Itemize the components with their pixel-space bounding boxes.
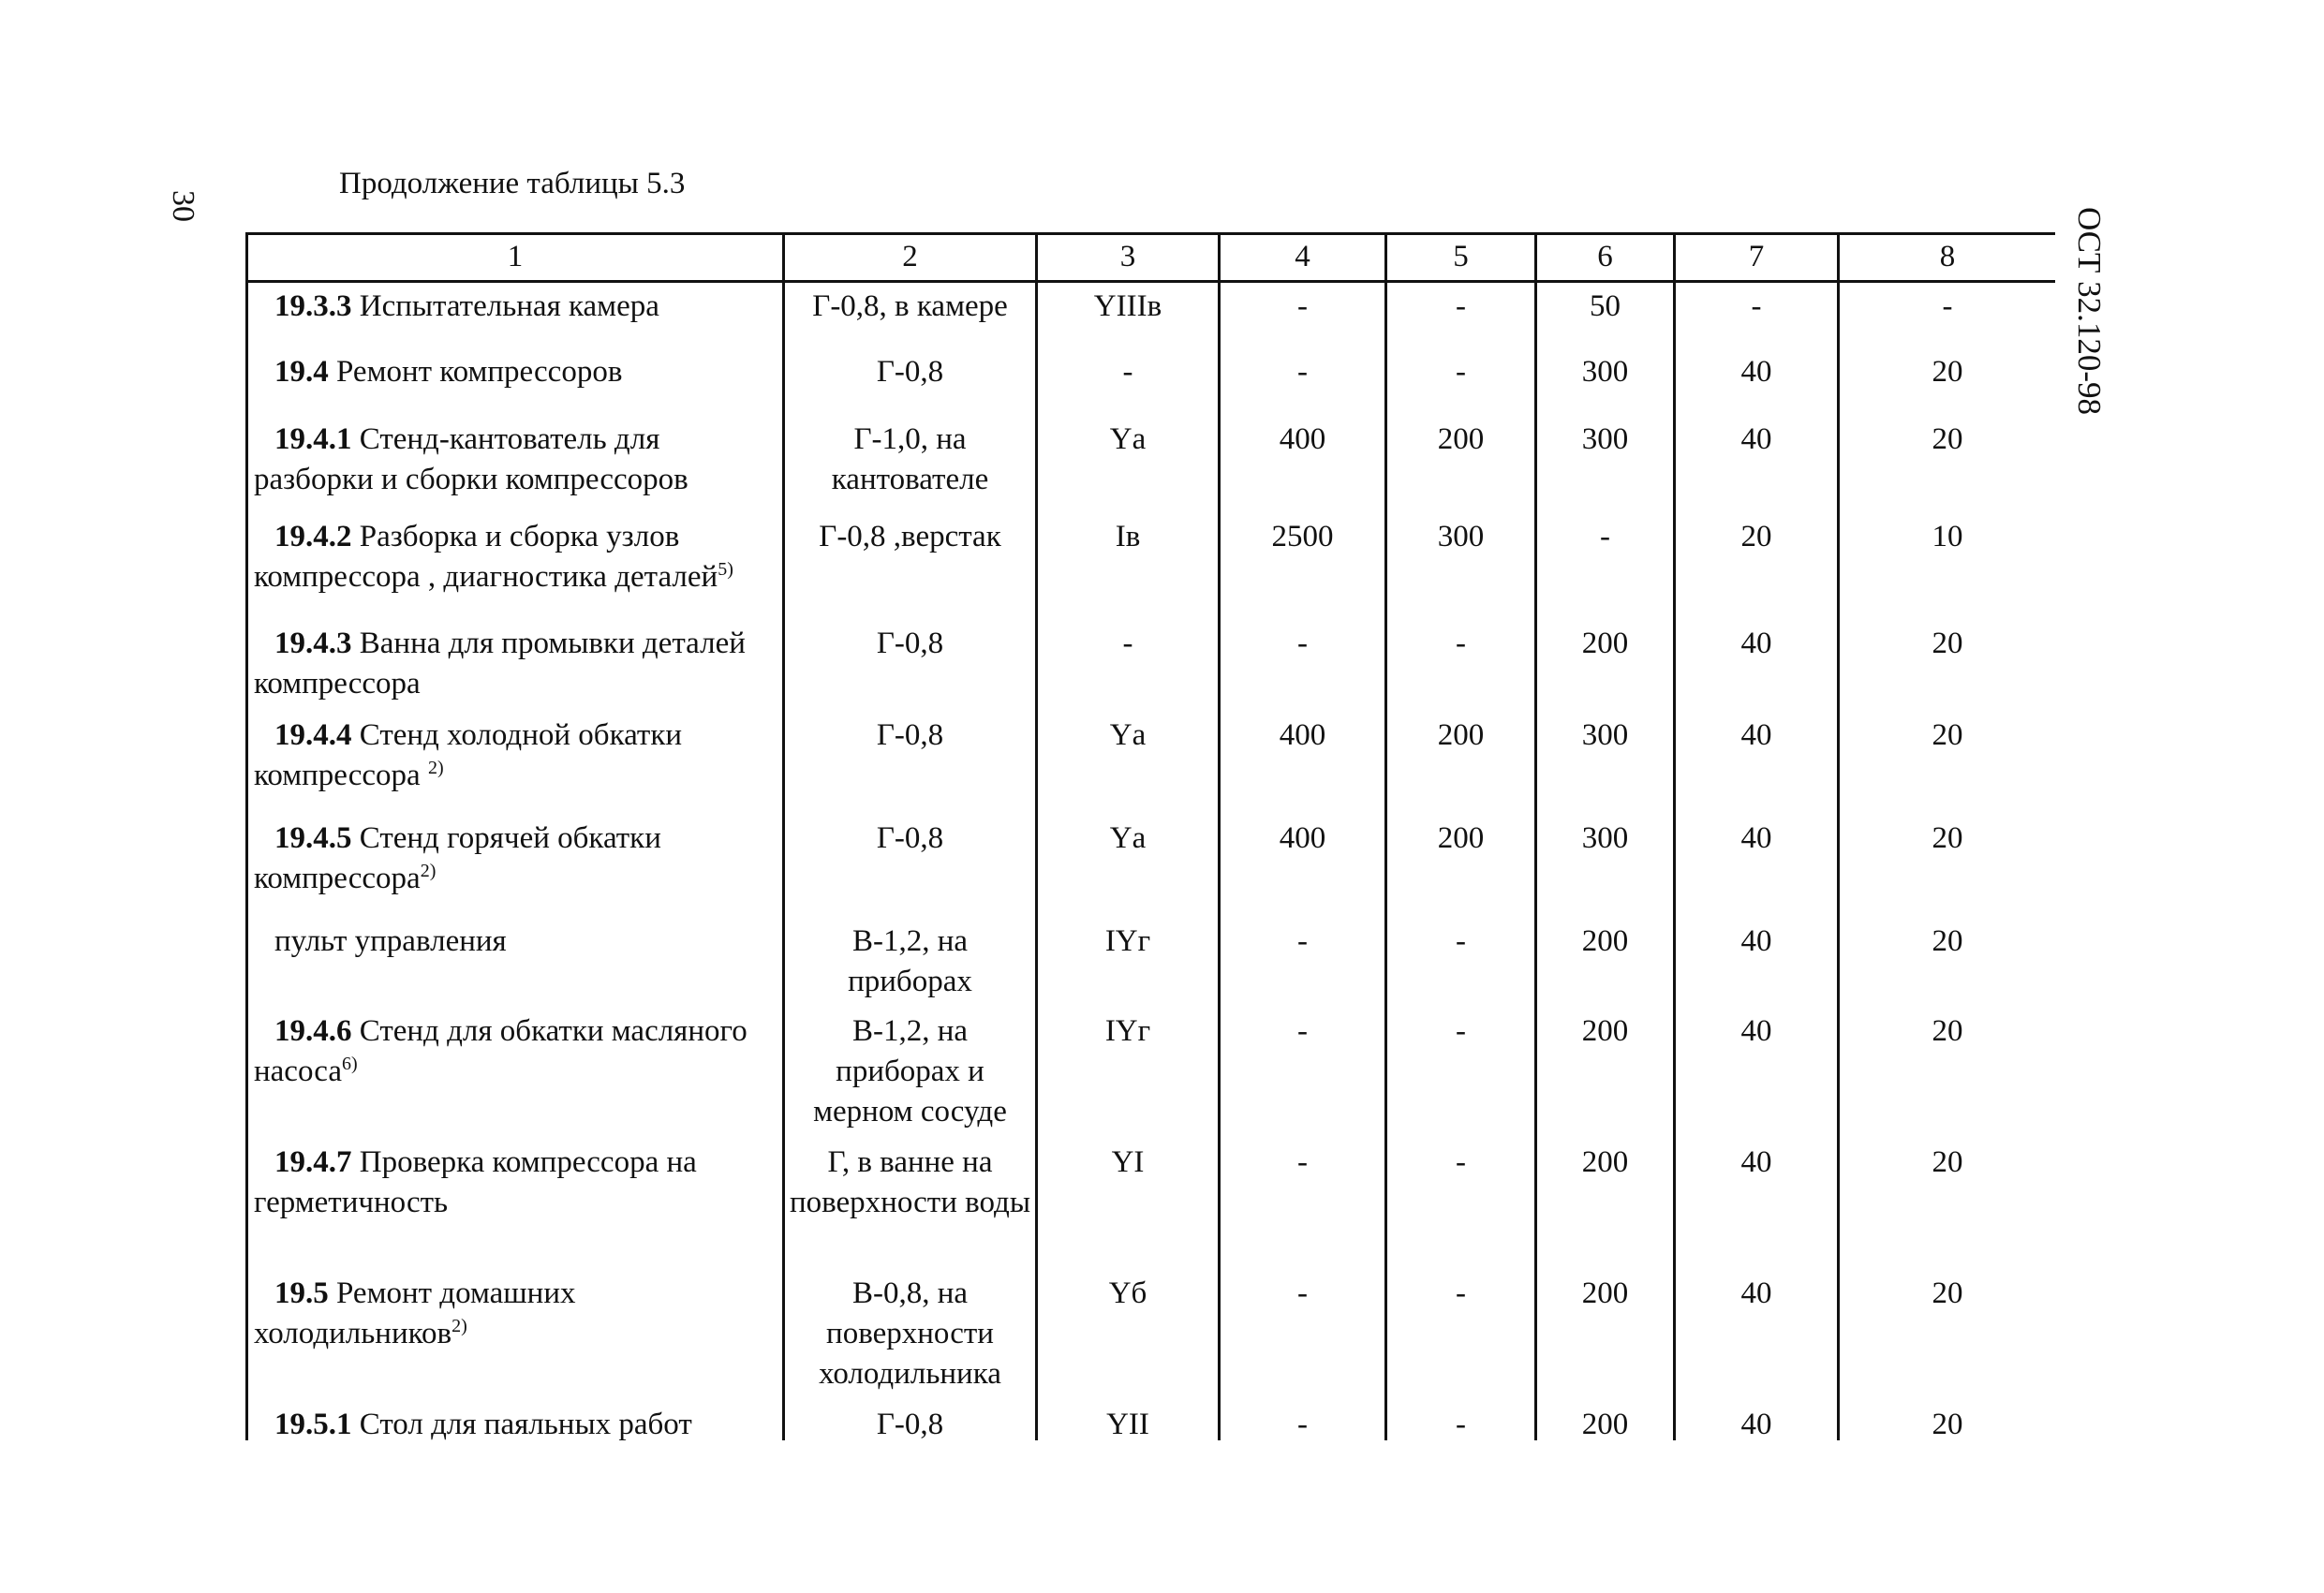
table-body (247, 282, 2056, 1441)
table-row (247, 1139, 2056, 1270)
column-header: 5 (1386, 234, 1536, 282)
cell-c3: Yа (1037, 416, 1220, 513)
cell-c8: 20 (1839, 1401, 2056, 1440)
cell-c6: 300 (1536, 815, 1675, 918)
cell-c3: Yб (1037, 1270, 1220, 1401)
cell-c7: - (1675, 282, 1839, 349)
row-number: 19.5 (274, 1276, 329, 1310)
row-number: 19.4.3 (274, 627, 352, 660)
row-number: 19.4.2 (274, 520, 352, 553)
cell-c5: - (1386, 1401, 1536, 1440)
cell-c6: 300 (1536, 348, 1675, 416)
table-caption: Продолжение таблицы 5.3 (339, 167, 686, 200)
footnote-ref: 2) (420, 861, 437, 881)
row-name: пульт управления (274, 924, 507, 958)
table-row (247, 1270, 2056, 1401)
column-header: 7 (1675, 234, 1839, 282)
column-header: 1 (247, 234, 784, 282)
row-number: 19.4.6 (274, 1014, 352, 1048)
table-row (247, 1008, 2056, 1139)
cell-c6: 50 (1536, 282, 1675, 349)
cell-c7: 40 (1675, 348, 1839, 416)
row-name: Ремонт домашних холодильников (254, 1276, 576, 1350)
row-number: 19.4.4 (274, 718, 352, 752)
row-number: 19.4.5 (274, 821, 352, 855)
cell-c7: 40 (1675, 712, 1839, 815)
row-name-cell (247, 513, 784, 620)
cell-c7: 40 (1675, 1139, 1839, 1270)
cell-c7: 40 (1675, 1270, 1839, 1401)
cell-c3: IYг (1037, 918, 1220, 1008)
row-name: Ванна для промывки деталей компрессора (254, 627, 746, 701)
row-name-cell (247, 282, 784, 349)
cell-c3: YIIIв (1037, 282, 1220, 349)
cell-c2: Г-0,8, в камере (784, 282, 1037, 349)
cell-c3: Iв (1037, 513, 1220, 620)
cell-c6: 300 (1536, 416, 1675, 513)
cell-c2: Г-0,8 (784, 815, 1037, 918)
cell-c7: 20 (1675, 513, 1839, 620)
column-header: 6 (1536, 234, 1675, 282)
cell-c8: 20 (1839, 712, 2056, 815)
cell-c4: - (1220, 1270, 1386, 1401)
cell-c2: Г-0,8 (784, 348, 1037, 416)
cell-c2: В-0,8, на поверхности холодильника (784, 1270, 1037, 1401)
cell-c6: 300 (1536, 712, 1675, 815)
cell-c8: 20 (1839, 620, 2056, 712)
cell-c3: YII (1037, 1401, 1220, 1440)
cell-c2: В-1,2, на приборах (784, 918, 1037, 1008)
page-number: 30 (166, 190, 200, 222)
table-row (247, 620, 2056, 712)
cell-c5: - (1386, 348, 1536, 416)
cell-c5: - (1386, 620, 1536, 712)
cell-c2: Г-0,8 ,верстак (784, 513, 1037, 620)
cell-c8: 20 (1839, 815, 2056, 918)
footnote-ref: 2) (451, 1316, 467, 1336)
table-row (247, 712, 2056, 815)
row-name-cell (247, 1139, 784, 1270)
cell-c2: Г-1,0, на кантователе (784, 416, 1037, 513)
row-name: Стенд для обкатки масляного насоса (254, 1014, 748, 1088)
row-name: Стенд холодной обкатки компрессора (254, 718, 683, 792)
row-name-cell (247, 712, 784, 815)
cell-c4: - (1220, 1008, 1386, 1139)
row-name-cell (247, 348, 784, 416)
cell-c8: 20 (1839, 1008, 2056, 1139)
row-name-cell (247, 815, 784, 918)
footnote-ref: 5) (718, 559, 733, 580)
row-name: Ремонт компрессоров (336, 355, 623, 389)
cell-c4: - (1220, 1401, 1386, 1440)
header-row (247, 234, 2056, 282)
row-number: 19.4 (274, 355, 329, 389)
cell-c3: YI (1037, 1139, 1220, 1270)
row-name-cell (247, 620, 784, 712)
row-number: 19.3.3 (274, 289, 352, 323)
cell-c2: Г-0,8 (784, 620, 1037, 712)
cell-c7: 40 (1675, 815, 1839, 918)
row-number: 19.4.1 (274, 422, 352, 456)
cell-c6: 200 (1536, 1008, 1675, 1139)
cell-c7: 40 (1675, 416, 1839, 513)
row-number: 19.4.7 (274, 1145, 352, 1179)
row-name: Стенд горячей обкатки компрессора (254, 821, 661, 895)
row-name: Стол для паяльных работ (359, 1408, 692, 1440)
cell-c7: 40 (1675, 1401, 1839, 1440)
cell-c8: 20 (1839, 348, 2056, 416)
cell-c5: - (1386, 282, 1536, 349)
footnote-ref: 6) (341, 1054, 358, 1074)
cell-c5: - (1386, 918, 1536, 1008)
row-name: Проверка компрессора на герметичность (254, 1145, 697, 1219)
cell-c2: В-1,2, на приборах и мерном сосуде (784, 1008, 1037, 1139)
cell-c3: Yа (1037, 815, 1220, 918)
cell-c7: 40 (1675, 918, 1839, 1008)
cell-c4: - (1220, 1139, 1386, 1270)
cell-c4: - (1220, 282, 1386, 349)
table-row (247, 1401, 2056, 1440)
cell-c8: 20 (1839, 416, 2056, 513)
table-row (247, 282, 2056, 349)
column-header: 8 (1839, 234, 2056, 282)
document-code: ОСТ 32.120-98 (2071, 206, 2108, 416)
cell-c5: 200 (1386, 416, 1536, 513)
cell-c5: 300 (1386, 513, 1536, 620)
cell-c2: Г-0,8 (784, 1401, 1037, 1440)
cell-c4: 400 (1220, 712, 1386, 815)
cell-c8: 20 (1839, 1139, 2056, 1270)
row-name: Испытательная камера (359, 289, 659, 323)
cell-c6: 200 (1536, 620, 1675, 712)
cell-c4: 400 (1220, 815, 1386, 918)
cell-c5: 200 (1386, 712, 1536, 815)
cell-c3: - (1037, 348, 1220, 416)
cell-c8: 20 (1839, 918, 2056, 1008)
cell-c2: Г, в ванне на поверхности воды (784, 1139, 1037, 1270)
cell-c6: 200 (1536, 918, 1675, 1008)
data-table (245, 232, 2055, 1440)
row-name-cell (247, 918, 784, 1008)
cell-c4: 400 (1220, 416, 1386, 513)
cell-c7: 40 (1675, 620, 1839, 712)
row-name-cell (247, 1270, 784, 1401)
cell-c3: Yа (1037, 712, 1220, 815)
cell-c6: - (1536, 513, 1675, 620)
table-container (245, 232, 2055, 1440)
row-name: Стенд-кантователь для разборки и сборки компрессоров (254, 422, 688, 496)
cell-c6: 200 (1536, 1270, 1675, 1401)
row-name-cell (247, 1008, 784, 1139)
footnote-ref: 2) (427, 758, 444, 778)
cell-c7: 40 (1675, 1008, 1839, 1139)
cell-c6: 200 (1536, 1139, 1675, 1270)
cell-c4: - (1220, 918, 1386, 1008)
cell-c6: 200 (1536, 1401, 1675, 1440)
table-row (247, 348, 2056, 416)
cell-c5: - (1386, 1139, 1536, 1270)
cell-c4: - (1220, 620, 1386, 712)
row-number: 19.5.1 (274, 1408, 352, 1440)
table-row (247, 416, 2056, 513)
table-row (247, 513, 2056, 620)
cell-c8: 10 (1839, 513, 2056, 620)
row-name-cell (247, 416, 784, 513)
column-header: 3 (1037, 234, 1220, 282)
cell-c8: - (1839, 282, 2056, 349)
row-name-cell (247, 1401, 784, 1440)
cell-c5: 200 (1386, 815, 1536, 918)
cell-c4: 2500 (1220, 513, 1386, 620)
cell-c3: - (1037, 620, 1220, 712)
cell-c8: 20 (1839, 1270, 2056, 1401)
cell-c3: IYг (1037, 1008, 1220, 1139)
column-header: 4 (1220, 234, 1386, 282)
cell-c5: - (1386, 1270, 1536, 1401)
column-header: 2 (784, 234, 1037, 282)
cell-c4: - (1220, 348, 1386, 416)
cell-c2: Г-0,8 (784, 712, 1037, 815)
cell-c5: - (1386, 1008, 1536, 1139)
row-name: Разборка и сборка узлов компрессора , диагностика деталей (254, 520, 718, 594)
table-row (247, 815, 2056, 918)
table-row (247, 918, 2056, 1008)
